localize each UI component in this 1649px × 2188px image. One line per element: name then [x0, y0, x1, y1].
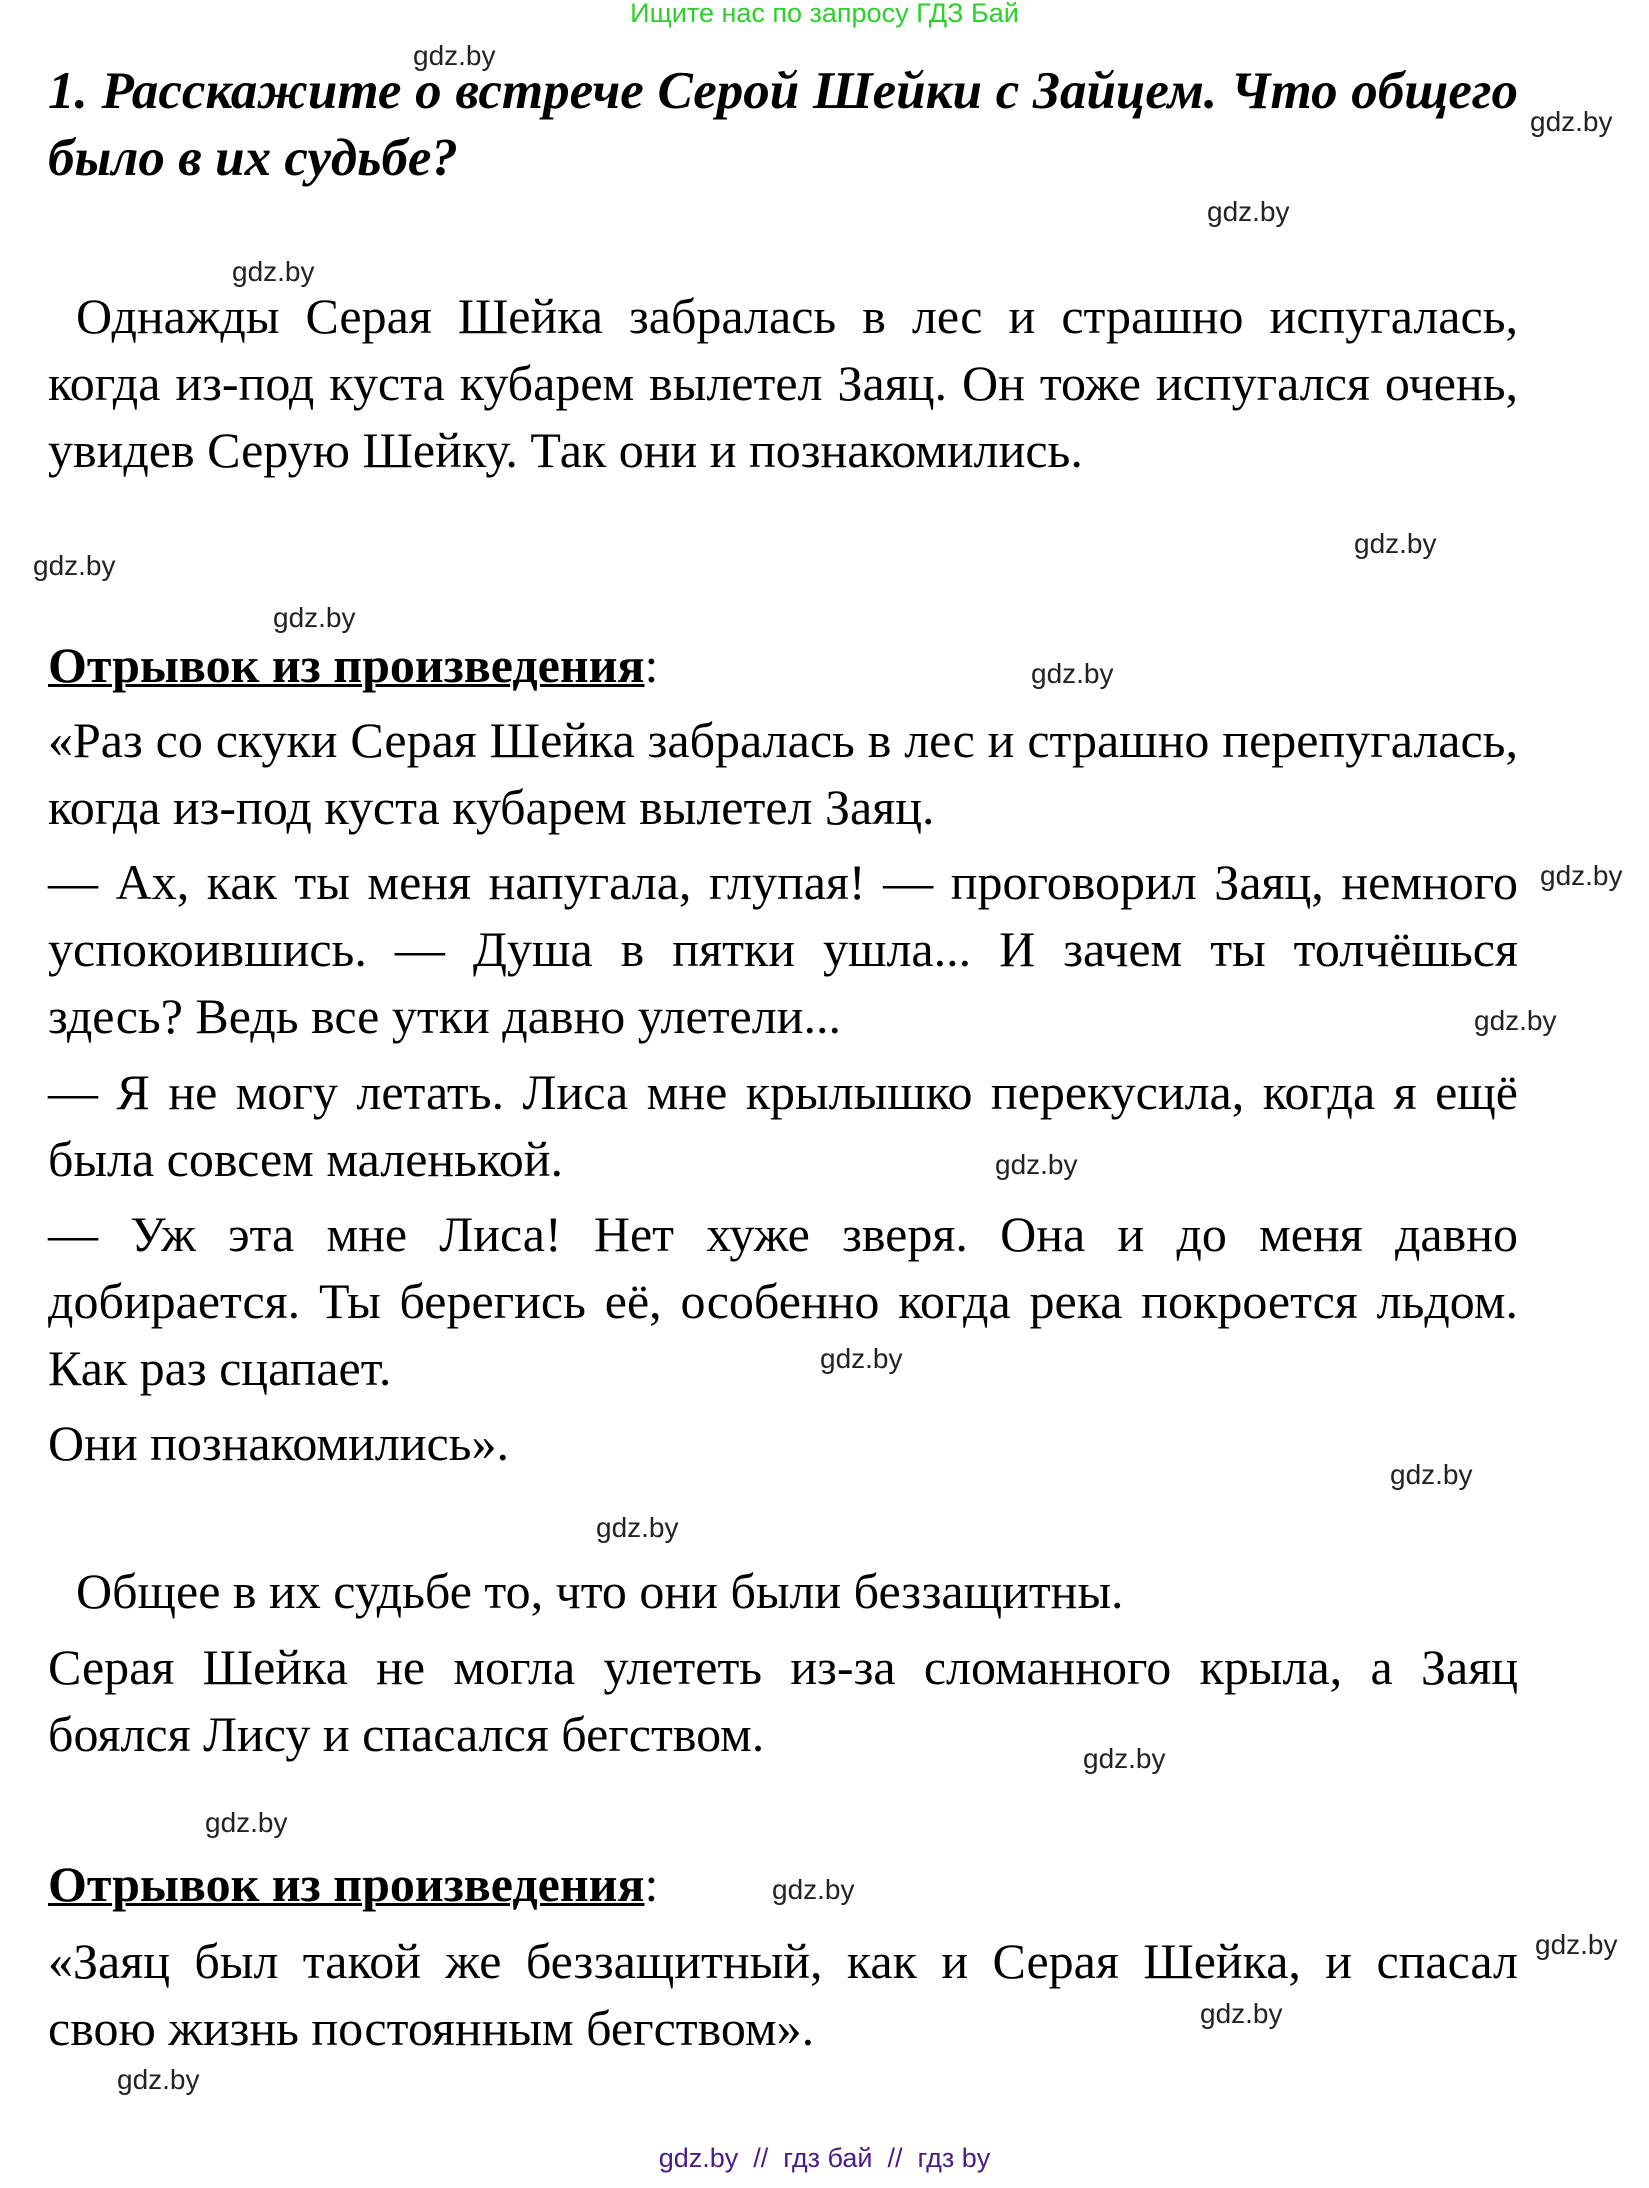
excerpt-heading-1 [48, 632, 658, 699]
watermark: gdz.by [772, 1874, 855, 1905]
answer-paragraph-3: Серая Шейка не могла улететь из-за сломанного крыла, а Заяц боялся Лису и спасался бегством. [48, 1639, 1518, 1762]
watermark: gdz.by [1083, 1743, 1166, 1774]
excerpt-heading-colon: : [644, 637, 659, 693]
watermark: gdz.by [413, 40, 496, 71]
watermark: gdz.by [1530, 106, 1613, 137]
watermark: gdz.by [1390, 1459, 1473, 1490]
answer-paragraph-2: Общее в их судьбе то, что они были беззащитны. [76, 1563, 1124, 1619]
excerpt-paragraph: Они познакомились». [48, 1415, 509, 1471]
excerpt-paragraph: — Уж эта мне Лиса! Нет хуже зверя. Она и до меня давно добирается. Ты берегись её, особенно когда река покроется льдом. Как раз сцапает. [48, 1206, 1518, 1396]
watermark: gdz.by [1354, 528, 1437, 559]
watermark: gdz.by [205, 1807, 288, 1838]
excerpt-paragraph-2: «Заяц был такой же беззащитный, как и Серая Шейка, и спасал свою жизнь постоянным бегством». [48, 1933, 1518, 2056]
search-banner: Ищите нас по запросу ГДЗ Бай [630, 0, 1019, 28]
watermark: gdz.by [273, 602, 356, 633]
watermark: gdz.by [995, 1149, 1078, 1180]
excerpt-heading-2 [48, 1851, 658, 1918]
excerpt-heading-text: Отрывок из произведения [48, 1856, 645, 1912]
watermark: gdz.by [1535, 1929, 1618, 1960]
excerpt-heading-colon: : [644, 1856, 659, 1912]
watermark: gdz.by [1207, 196, 1290, 227]
watermark: gdz.by [1540, 860, 1623, 891]
watermark: gdz.by [33, 550, 116, 581]
watermark: gdz.by [232, 256, 315, 287]
excerpt-heading-text: Отрывок из произведения [48, 637, 645, 693]
excerpt-paragraph: — Ах, как ты меня напугала, глупая! — проговорил Заяц, немного успокоившись. — Душа в пятки ушла... И зачем ты толчёшься здесь? Ведь все утки давно улетели... [48, 854, 1518, 1044]
answer-paragraph-1: Однажды Серая Шейка забралась в лес и страшно испугалась, когда из-под куста кубарем вылетел Заяц. Он тоже испугался очень, увидев Серую Шейку. Так они и познакомились. [48, 288, 1518, 478]
excerpt-paragraph: — Я не могу летать. Лиса мне крылышко перекусила, когда я ещё была совсем маленькой. [48, 1064, 1518, 1187]
watermark: gdz.by [1031, 658, 1114, 689]
question-heading: 1. Расскажите о встрече Серой Шейки с Зайцем. Что общего было в их судьбе? [48, 62, 1518, 187]
excerpt-paragraph: «Раз со скуки Серая Шейка забралась в лес и страшно перепугалась, когда из-под куста кубарем вылетел Заяц. [48, 712, 1518, 835]
footer-links: gdz.by // гдз бай // гдз by [658, 2143, 991, 2173]
watermark: gdz.by [1474, 1005, 1557, 1036]
watermark: gdz.by [117, 2064, 200, 2095]
watermark: gdz.by [1200, 1998, 1283, 2029]
watermark: gdz.by [820, 1343, 903, 1374]
watermark: gdz.by [596, 1512, 679, 1543]
